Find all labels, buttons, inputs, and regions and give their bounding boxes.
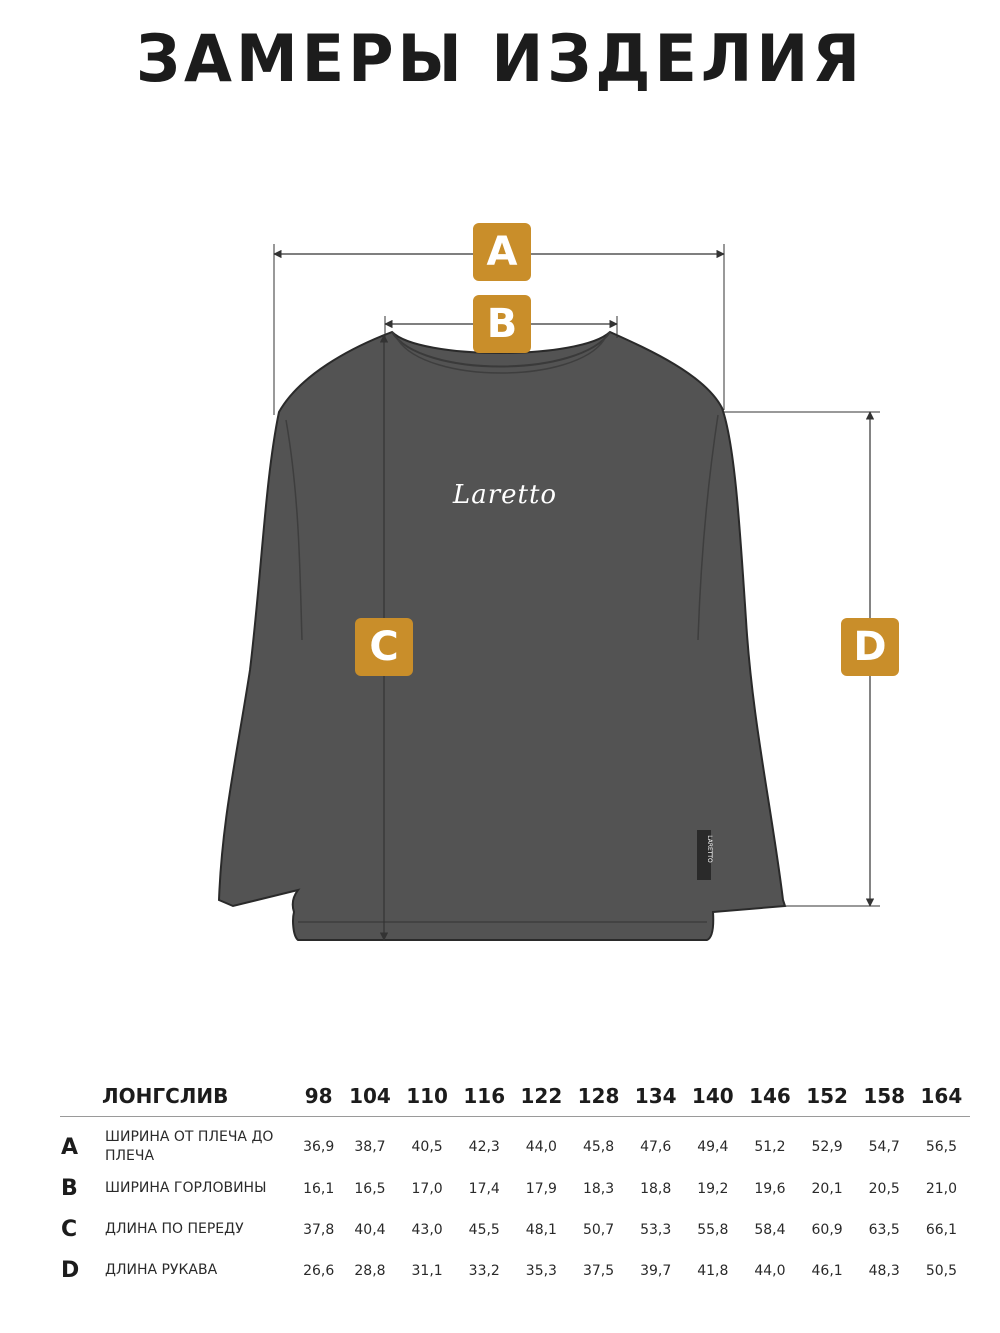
garment-figure: [0, 200, 1000, 980]
size-164: 164: [913, 1078, 970, 1117]
table-cell: 47,6: [640, 1139, 672, 1155]
table-cell: 33,2: [468, 1262, 500, 1279]
table-cell: 19,6: [754, 1180, 786, 1197]
table-cell: 28,8: [354, 1262, 386, 1279]
size-table: [60, 1078, 970, 1291]
table-cell: 16,1: [303, 1180, 335, 1197]
row-label: ШИРИНА ГОРЛОВИНЫ: [105, 1180, 267, 1196]
row-letter: D: [61, 1258, 80, 1283]
table-cell: 16,5: [354, 1180, 386, 1197]
table-row: [60, 1168, 970, 1209]
table-cell: 50,5: [925, 1262, 957, 1279]
row-letter: B: [61, 1176, 78, 1201]
row-label: ДЛИНА РУКАВА: [105, 1262, 218, 1278]
size-98: 98: [296, 1078, 341, 1117]
table-cell: 42,3: [468, 1139, 500, 1155]
table-cell: 48,1: [525, 1221, 557, 1238]
size-116: 116: [456, 1078, 513, 1117]
size-104: 104: [341, 1078, 398, 1117]
row-label: ДЛИНА ПО ПЕРЕДУ: [105, 1221, 244, 1237]
table-cell: 18,3: [582, 1180, 615, 1197]
table-cell: 45,8: [582, 1139, 615, 1155]
table-cell: 63,5: [868, 1221, 900, 1238]
table-cell: 26,6: [303, 1262, 335, 1279]
table-cell: 40,4: [354, 1221, 386, 1238]
table-cell: 41,8: [697, 1262, 729, 1279]
size-128: 128: [570, 1078, 627, 1117]
size-122: 122: [513, 1078, 570, 1117]
table-cell: 55,8: [697, 1221, 729, 1238]
table-cell: 54,7: [868, 1139, 900, 1155]
badge-b: B: [473, 295, 531, 353]
table-cell: 20,5: [868, 1180, 900, 1197]
table-cell: 56,5: [925, 1139, 957, 1155]
table-row: [60, 1209, 970, 1250]
table-cell: 21,0: [925, 1180, 957, 1197]
table-cell: 45,5: [468, 1221, 500, 1238]
table-cell: 17,9: [525, 1180, 557, 1197]
table-cell: 36,9: [303, 1139, 335, 1155]
table-cell: 60,9: [811, 1221, 843, 1238]
table-row: [60, 1117, 970, 1169]
size-152: 152: [799, 1078, 856, 1117]
table-cell: 43,0: [411, 1221, 443, 1238]
table-cell: 39,7: [640, 1262, 672, 1279]
table-cell: 66,1: [925, 1221, 957, 1238]
table-cell: 58,4: [754, 1221, 786, 1238]
table-cell: 17,4: [468, 1180, 500, 1197]
table-cell: 51,2: [754, 1139, 786, 1155]
table-cell: 17,0: [411, 1180, 443, 1197]
table-cell: 37,8: [303, 1221, 335, 1238]
table-cell: 44,0: [754, 1262, 786, 1279]
table-cell: 38,7: [354, 1139, 386, 1155]
table-cell: 48,3: [868, 1262, 900, 1279]
table-cell: 52,9: [811, 1139, 843, 1155]
product-name: ЛОНГСЛИВ: [60, 1078, 296, 1117]
page-title: ЗАМЕРЫ ИЗДЕЛИЯ: [136, 20, 864, 97]
table-cell: 49,4: [697, 1139, 729, 1155]
size-110: 110: [399, 1078, 456, 1117]
table-cell: 40,5: [411, 1139, 443, 1155]
table-cell: 37,5: [582, 1262, 615, 1279]
badge-d: D: [841, 618, 899, 676]
size-158: 158: [856, 1078, 913, 1117]
tag-label: LARETTO: [706, 835, 713, 863]
table-cell: 53,3: [640, 1221, 672, 1238]
table-cell: 31,1: [411, 1262, 443, 1279]
table-cell: 18,8: [640, 1180, 672, 1197]
table-row: [60, 1250, 970, 1291]
row-label: ШИРИНА ОТ ПЛЕЧА ДО ПЛЕЧА: [105, 1129, 274, 1164]
table-cell: 20,1: [811, 1180, 843, 1197]
table-cell: 50,7: [582, 1221, 615, 1238]
size-140: 140: [684, 1078, 741, 1117]
size-header-row: [60, 1078, 970, 1117]
table-cell: 46,1: [811, 1262, 843, 1279]
size-146: 146: [741, 1078, 798, 1117]
table-cell: 35,3: [525, 1262, 557, 1279]
table-cell: 19,2: [697, 1180, 729, 1197]
badge-a: A: [473, 223, 531, 281]
badge-c: C: [355, 618, 413, 676]
brand-logo-print: Laretto: [452, 480, 558, 510]
row-letter: A: [61, 1134, 79, 1160]
row-letter: C: [61, 1217, 78, 1242]
table-cell: 44,0: [525, 1139, 557, 1155]
size-134: 134: [627, 1078, 684, 1117]
